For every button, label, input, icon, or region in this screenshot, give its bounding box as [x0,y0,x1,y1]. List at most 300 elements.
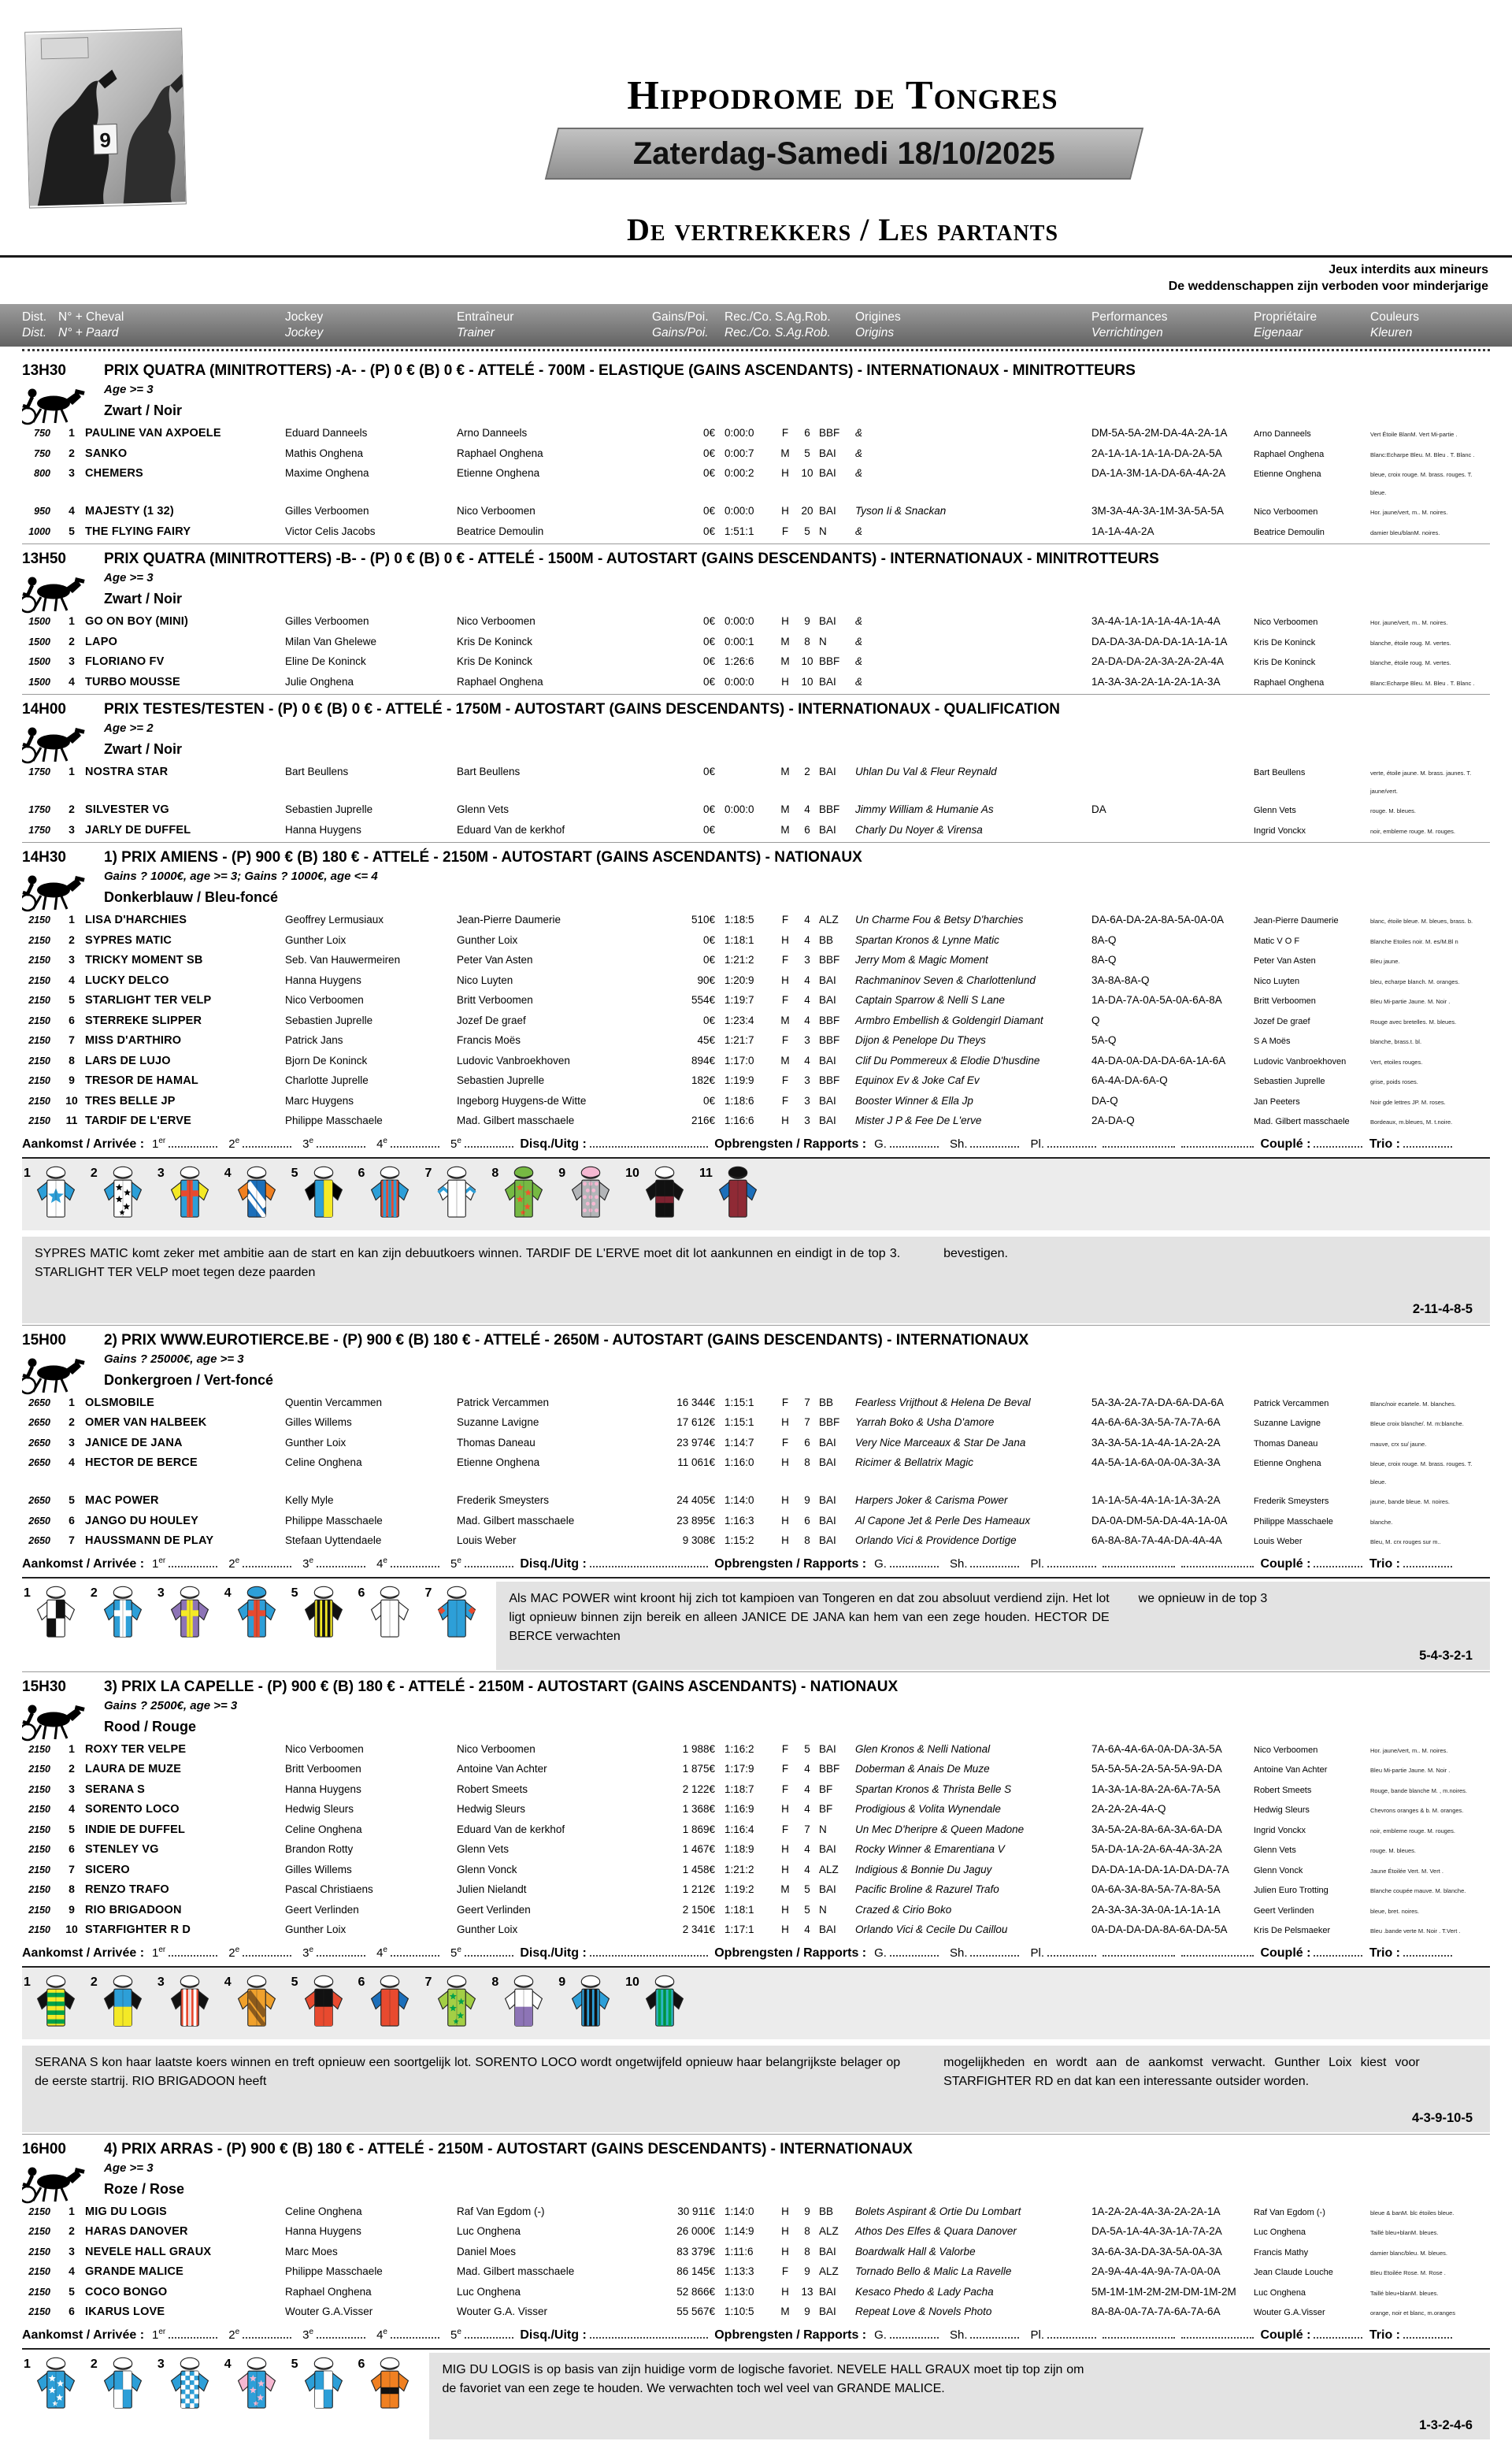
horse-dist: 2150 [28,2306,50,2317]
horse-gains: 1 458€ [682,1863,715,1875]
horse-performances: 3A-5A-2A-8A-6A-3A-6A-DA [1091,1823,1222,1835]
extra-dots-1 [1102,1557,1175,1567]
rapports-label: Opbrengsten / Rapports : [710,1946,867,1960]
horse-origins: Spartan Kronos & Lynne Matic [855,933,999,946]
trainer-name: Julien Nielandt [457,1883,527,1895]
horse-origins: Bolets Aspirant & Ortie Du Lombart [855,2205,1021,2217]
silk-jersey [714,1165,762,1227]
horse-gains: 0€ [702,766,715,777]
comment-text-right: we opnieuw in de top 3 [1138,1591,1268,1605]
horse-coat: BAI [819,505,836,517]
horse-coat: BAI [819,1843,836,1855]
betting-warnings [1169,262,1488,295]
jockey-name: Quentin Vercammen [285,1396,383,1408]
trainer-name: Nico Verboomen [457,1742,536,1755]
horse-age: 4 [804,1014,810,1026]
trainer-name: Raf Van Egdom (-) [457,2205,545,2217]
horse-performances: DA-6A-DA-2A-8A-5A-0A-0A [1091,914,1225,926]
horse-coat: BF [819,1783,833,1795]
horse-record: 1:19:9 [724,1074,754,1086]
arrival-dots [169,1946,217,1957]
horse-age: 10 [801,675,813,688]
silk-jersey [567,1974,614,2036]
colors-description: damier bleu/blanM. noires. [1370,529,1440,536]
jersey-icon [233,2356,280,2414]
horse-record: 1:21:2 [724,1863,754,1875]
column-header-1 [58,310,285,341]
horse-name: RENZO TRAFO [85,1883,169,1896]
trainer-name: Beatrice Demoulin [457,525,544,537]
jersey-icon [32,1165,80,1223]
column-label-fr: Jockey [285,310,324,324]
horse-number: 5 [69,2284,75,2298]
comment-text-left: Als MAC POWER wint kroont hij zich tot kampioen van Tongeren en dat zou absoluut verdiend zijn. Het lot ligt opnieuw binnen zijn bereik en alleen JANICE DE JANA kan hem van een zege houden. HECTOR DE BERCE verwachten [509,1591,1110,1643]
arrival-dots [169,1137,217,1148]
comment-text-right: mogelijkheden en wordt aan de aankomst verwacht. Gunther Loix kiest voor STARFIGHTER RD en dat kan een interessante outsider worden. [943,2055,1420,2088]
warning-minors-fr: Jeux interdits aux mineurs [1329,263,1488,276]
silk [358,1585,414,1647]
win-label-dots [890,1557,939,1567]
trainer-name: Thomas Daneau [457,1436,536,1449]
horse-age: 6 [804,1514,810,1527]
horse-name: JANGO DU HOULEY [85,1514,198,1527]
arrival-position-5: 5e [450,2327,461,2342]
disq-dots [590,1557,708,1567]
jockey-name: Bart Beullens [285,766,349,777]
horse-gains: 510€ [691,914,715,926]
silk-number: 8 [491,1975,499,1989]
show-label: Sh. [949,1946,968,1960]
silk-number: 6 [358,2357,365,2371]
horse-name: HAUSSMANN DE PLAY [85,1534,214,1547]
trainer-name: Britt Verboomen [457,994,533,1006]
horse-row [22,991,1490,1011]
column-header-5 [724,310,775,341]
horse-age: 5 [804,1883,810,1895]
horse-coat: BAI [819,974,836,986]
arrival-dots [243,1137,291,1148]
horse-performances: 3A-8A-8A-Q [1091,974,1150,986]
show-label-dots [970,1946,1019,1957]
horse-origins: Mister J P & Fee De L'erve [855,1115,982,1126]
horse-row [22,800,1490,821]
comment-text-left: SERANA S kon haar laatste koers winnen en treft opnieuw een soortgelijk lot. SORENTO LOCO wordt ongetwijfeld opnieuw haar belangrijkste belager op de eerste startrij. RIO BRIGADOON heeft [35,2055,901,2088]
column-header-6 [775,310,855,341]
horse-performances: 8A-Q [1091,933,1117,946]
arrival-dots [317,1946,365,1957]
couple-dots [1314,1557,1362,1567]
trotter-icon [22,725,90,764]
horse-name: TURBO MOUSSE [85,675,180,688]
horse-dist: 2150 [28,1804,50,1815]
meeting-date: Zaterdag-Samedi 18/10/2025 [633,135,1055,171]
horses-photo-art [25,28,186,207]
horse-age: 3 [804,954,810,966]
horse-sex: H [781,1863,789,1875]
jersey-icon [32,1974,80,2032]
race-comment [496,1582,1490,1670]
horse-row [22,2283,1490,2303]
horse-gains: 2 341€ [682,1923,715,1935]
silk-jersey [32,1974,80,2036]
place-label-dots [1047,1137,1096,1148]
race-trotter [22,2165,90,2208]
silk-jersey [300,1585,347,1647]
horse-name: NOSTRA STAR [85,766,169,778]
horse-row [22,1901,1490,1921]
place-label: Pl. [1030,1946,1044,1960]
race-header [22,2141,1490,2158]
horse-coat: BAI [819,1054,836,1067]
horse-dist: 2150 [28,1075,50,1086]
horse-performances: 2A-DA-Q [1091,1115,1135,1126]
horse-performances: DA [1091,803,1106,815]
colors-description: blanche, brass.t. bl. [1370,1038,1422,1045]
horse-age: 4 [804,933,810,946]
jockey-name: Maxime Onghena [285,467,369,479]
trainer-name: Glenn Vets [457,803,510,815]
horse-name: ROXY TER VELPE [85,1742,187,1756]
horse-name: INDIE DE DUFFEL [85,1823,186,1836]
horse-dist: 1750 [28,766,50,777]
horse-name: TRICKY MOMENT SB [85,954,203,966]
arrival-line [22,2328,1490,2350]
colors-description: Hor. jaune/vert, m.. M. noires. [1370,1746,1448,1754]
owner-name: Ludovic Vanbroekhoven [1254,1056,1347,1067]
race-trotter [22,1702,90,1745]
horse-number: 7 [69,1534,75,1546]
owner-name: Jan Peeters [1254,1096,1300,1107]
horse-row [22,1052,1490,1072]
horse-name: MAC POWER [85,1494,159,1507]
column-label-nl: Gains/Poi. [652,326,709,339]
horse-name: LISA D'HARCHIES [85,914,187,926]
win-label-dots [890,1137,939,1148]
owner-name: Matic V O F [1254,936,1300,946]
horse-sex: F [781,2265,789,2277]
horse-gains: 0€ [702,823,715,836]
silk-jersey [366,1585,413,1647]
horse-gains: 9 308€ [682,1534,715,1546]
silk [358,1165,414,1227]
silk-number: 1 [24,1975,31,1989]
horse-row [22,1880,1490,1901]
horse-coat: BAI [819,766,836,777]
race-color-line: Zwart / Noir [104,741,183,757]
horse-record: 1:15:1 [724,1396,754,1408]
horse-gains: 55 567€ [676,2306,715,2317]
race-time: 13H30 [22,362,66,379]
owner-name: Wouter G.A.Visser [1254,2308,1325,2317]
horse-gains: 45€ [697,1034,715,1046]
horse-dist: 750 [34,447,50,459]
colors-description: bleue, croix rouge. M. brass. rouges. T. bleue. [1370,1460,1473,1486]
horse-record: 1:11:6 [724,2245,754,2257]
horse-origins: Dijon & Penelope Du Theys [855,1034,986,1046]
horse-name: HARAS DANOVER [85,2225,188,2238]
horse-origins: Athos Des Elfes & Quara Danover [855,2225,1017,2237]
horse-age: 2 [804,766,810,777]
horse-record: 1:13:0 [724,2285,754,2298]
horse-record: 0:00:0 [724,675,754,688]
horse-record: 1:20:9 [724,974,754,986]
jockey-name: Philippe Masschaele [285,2265,383,2277]
race-conditions: Gains ? 25000€, age >= 3 [104,1352,244,1366]
horse-gains: 1 212€ [682,1883,715,1895]
jersey-icon [433,1974,480,2032]
horse-age: 5 [804,1903,810,1916]
horse-dist: 2150 [28,1115,50,1126]
horse-record: 1:16:0 [724,1456,754,1468]
jockey-name: Gunther Loix [285,1923,346,1935]
horse-coat: BAI [819,994,836,1006]
colors-description: Blanc/noir ecartele. M. blanches. [1370,1400,1456,1408]
horse-record: 1:21:7 [724,1034,754,1046]
horse-number: 5 [69,1493,75,1506]
jersey-icon [233,1974,280,2032]
colors-description: damier blanc/bleu. M. bleues. [1370,2249,1447,2257]
race-time: 13H50 [22,551,66,567]
horse-gains: 0€ [702,1014,715,1026]
race-section-14H30 [22,842,1490,1325]
colors-description: Blanc:Echarpe Bleu. M. Bleu . T. Blanc . [1370,679,1475,687]
horse-record: 1:18:9 [724,1843,754,1855]
trainer-name: Bart Beullens [457,766,521,777]
disqualified-label: Disq./Uitg : [516,2328,587,2342]
silk [158,1165,213,1227]
owner-name: Glenn Vets [1254,1846,1296,1855]
horse-record: 1:23:4 [724,1014,754,1026]
column-header-9 [1254,310,1370,341]
owner-name: Nico Verboomen [1254,507,1318,517]
colors-description: Noir gde lettres JP. M. roses. [1370,1098,1446,1106]
race-time: 15H00 [22,1331,66,1348]
horse-performances: 4A-6A-6A-3A-5A-7A-7A-6A [1091,1416,1221,1428]
horse-coat: BB [819,933,834,946]
show-label: Sh. [949,1137,968,1151]
horse-origins: & [855,675,863,688]
owner-name: Arno Danneels [1254,429,1311,439]
horse-row [22,444,1490,465]
page-subtitle: De vertrekkers / Les partants [626,212,1059,247]
horse-number: 3 [69,466,75,479]
owner-name: Jean Claude Louche [1254,2268,1333,2277]
jockey-name: Julie Onghena [285,675,354,688]
race-color-line: Rood / Rouge [104,1718,196,1734]
horse-sex: F [781,1094,789,1107]
trainer-name: Raphael Onghena [457,447,543,459]
horse-dist: 2150 [28,1924,50,1935]
jockey-name: Gilles Willems [285,1863,352,1875]
silk-jersey [433,1165,480,1227]
arrival-position-4: 4e [376,1136,387,1151]
owner-name: Nico Luyten [1254,976,1300,986]
colors-description: Jaune Étoilée Vert. M. Vert . [1370,1867,1443,1875]
horse-performances: 1A-DA-7A-0A-5A-0A-6A-8A [1091,994,1222,1006]
race-header [22,1332,1490,1349]
silk [291,1585,347,1647]
silk-jersey [166,1974,213,2036]
horse-number: 3 [69,655,75,667]
colors-description: bleue, bret. noires. [1370,1907,1420,1915]
horse-coat: BBF [819,954,840,966]
silk-number: 7 [424,1586,432,1600]
trio-dots [1403,1946,1452,1957]
jockey-name: Kelly Myle [285,1494,334,1506]
horse-record: 1:16:9 [724,1803,754,1815]
silk-number: 3 [157,1975,165,1989]
horse-number: 11 [65,1114,78,1126]
place-label: Pl. [1030,1137,1044,1151]
silk [91,1165,146,1227]
jersey-icon [433,1585,480,1643]
win-label-dots [890,1946,939,1957]
race-color-line: Roze / Rose [104,2180,185,2197]
silk [424,1165,480,1227]
race-header [22,701,1490,718]
horse-coat: ALZ [819,914,839,926]
disq-dots [590,1137,708,1148]
horse-age: 9 [804,2306,810,2317]
horse-sex: M [780,447,790,459]
horse-row [22,1800,1490,1820]
horse-sex: F [781,1436,789,1449]
silk-jersey [641,1165,688,1227]
silk [91,1974,146,2036]
horse-number: 6 [69,2305,75,2317]
horse-name: GO ON BOY (MINI) [85,615,189,628]
horse-coat: BAI [819,2306,836,2317]
trainer-name: Frederik Smeysters [457,1494,550,1506]
race-after-block [22,1159,1490,1323]
colors-description: blanc, étoile bleue. M. bleues, brass. b. [1370,918,1473,925]
column-label-fr: S.Ag.Rob. [775,310,831,324]
horse-row [22,2243,1490,2263]
race-section-14H00 [22,694,1490,842]
horse-record: 1:18:7 [724,1783,754,1795]
colors-description: Blanche Etoiles noir. M. es/M.Bl n [1370,937,1458,945]
column-header-10 [1370,310,1490,341]
arrival-position-3: 3e [302,1945,314,1960]
trainer-name: Etienne Onghena [457,1456,540,1468]
race-title: PRIX QUATRA (MINITROTTERS) -B- - (P) 0 € (B) 0 € - ATTELÉ - 1500M - AUTOSTART (GAINS DESCENDANTS) - INTERNATIONAUX - MINITROTTEURS [104,551,1159,567]
win-label: G. [874,2328,887,2342]
arrival-dots [243,1946,291,1957]
owner-name: Etienne Onghena [1254,469,1321,479]
colors-description: mauve, crx su/ jaune. [1370,1440,1427,1448]
horse-name: NEVELE HALL GRAUX [85,2245,212,2258]
jockey-name: Hanna Huygens [285,974,361,986]
couple-dots [1314,1137,1362,1148]
horse-age: 5 [804,447,810,459]
horse-origins: Jerry Mom & Magic Moment [855,954,988,966]
horse-coat: BAI [819,467,836,479]
arrival-position-1: 1er [152,1136,166,1151]
owner-name: Julien Euro Trotting [1254,1886,1329,1895]
arrival-position-1: 1er [152,1945,166,1960]
horse-coat: BF [819,1803,833,1815]
horse-performances: DM-5A-5A-2M-DA-4A-2A-1A [1091,427,1228,439]
jockey-name: Eline De Koninck [285,655,366,667]
horse-sex: H [781,933,789,946]
jersey-icon [99,1585,146,1643]
arrival-label: Aankomst / Arrivée : [22,1946,145,1960]
horse-origins: Kesaco Phedo & Lady Pacha [855,2285,994,2298]
horse-record: 1:17:0 [724,1054,754,1067]
jersey-icon [166,1974,213,2032]
silk [558,1974,614,2036]
horse-row [22,1860,1490,1881]
extra-dots-1 [1102,1946,1175,1957]
horse-dist: 2150 [28,2286,50,2298]
column-header-0 [22,310,58,341]
horse-number: 9 [69,1074,75,1086]
horse-sex: H [781,615,789,627]
horse-age: 3 [804,1115,810,1126]
horse-record: 1:10:5 [724,2306,754,2317]
race-after-block [22,1582,1490,1670]
horse-sex: F [781,525,789,537]
horse-gains: 0€ [702,505,715,517]
horse-sex: M [780,1014,790,1026]
horse-sex: M [780,635,790,647]
jersey-icon [500,1974,547,2032]
column-label-fr: Dist. [22,310,46,324]
horse-row [22,522,1490,543]
place-label: Pl. [1030,1556,1044,1571]
horse-number: 2 [69,2224,75,2237]
horse-number: 5 [69,524,75,537]
silk-number: 6 [358,1975,365,1989]
race-section-13H50 [22,543,1490,694]
horse-record: 1:19:7 [724,994,754,1006]
horse-row [22,464,1490,502]
horse-number: 4 [69,973,75,986]
arrival-dots [465,1137,513,1148]
win-label: G. [874,1556,887,1571]
owner-name: Mad. Gilbert masschaele [1254,1117,1350,1126]
jersey-icon [166,1585,213,1643]
horse-age: 4 [804,974,810,986]
arrival-position-5: 5e [450,1556,461,1571]
horse-name: LUCKY DELCO [85,974,169,987]
horse-performances: 8A-Q [1091,954,1117,966]
horse-row [22,2222,1490,2243]
horse-number: 1 [69,913,75,926]
horse-row [22,1092,1490,1112]
horse-coat: ALZ [819,1863,839,1875]
horse-age: 20 [801,505,813,517]
horse-dist: 2150 [28,1095,50,1107]
horse-number: 4 [69,674,75,688]
silk-jersey [166,1165,213,1227]
owner-name: Antoine Van Achter [1254,1765,1328,1775]
horse-dist: 950 [34,506,50,517]
colors-description: bleu, echarpe blanch. M. oranges. [1370,978,1460,985]
horse-name: SORENTO LOCO [85,1803,180,1816]
arrival-position-3: 3e [302,2327,314,2342]
horse-age: 8 [804,2245,810,2257]
horse-age: 9 [804,615,810,627]
horse-performances: DA-1A-3M-1A-DA-6A-4A-2A [1091,467,1226,479]
horse-sex: H [781,2245,789,2257]
arrival-position-4: 4e [376,2327,387,2342]
horse-sex: H [781,2285,789,2298]
horse-performances: 2A-2A-2A-4A-Q [1091,1803,1166,1815]
horse-dist: 2150 [28,1035,50,1046]
rapports-label: Opbrengsten / Rapports : [710,2328,867,2342]
horse-origins: Glen Kronos & Nelli National [855,1742,991,1755]
